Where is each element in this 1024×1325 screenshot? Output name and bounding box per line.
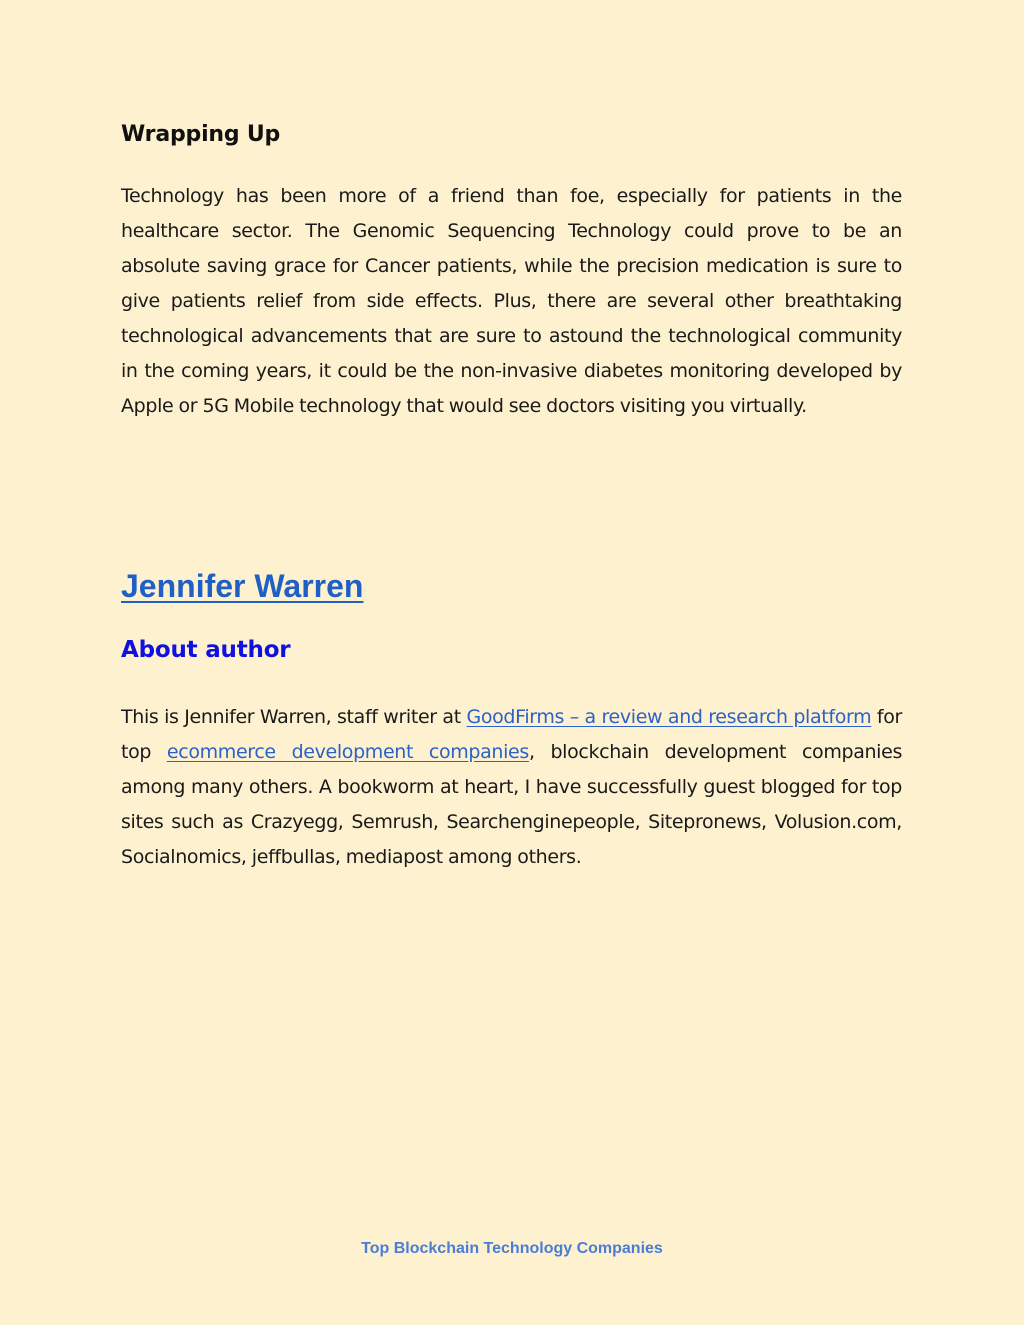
author-bio-paragraph xyxy=(121,700,902,875)
bio-rest-text: , blockchain development companies among many others. A bookworm at heart, I have successfully guest blogged for top sites such as Crazyegg, Semrush, Searchenginepeople, Sitepronews, Volusion.com, Socialnomics, jeffbullas, mediapost among others. xyxy=(121,741,903,868)
footer-text: Top Blockchain Technology Companies xyxy=(361,1240,663,1257)
author-name-link[interactable]: Jennifer Warren xyxy=(121,568,364,604)
about-author-heading: About author xyxy=(121,637,291,663)
goodfirms-link[interactable]: GoodFirms – a review and research platform xyxy=(466,706,872,728)
wrapping-up-paragraph: Technology has been more of a friend than foe, especially for patients in the healthcare sector. The Genomic Sequencing Technology could prove to be an absolute saving grace for Cancer patients, while the precision medication is sure to give patients relief from side effects. Plus, there are several other breathtaking technological advancements that are sure to astound the technological community in the coming years, it could be the non-invasive diabetes monitoring developed by Apple or 5G Mobile technology that would see doctors visiting you virtually. xyxy=(121,185,902,417)
section-heading-wrapping-up: Wrapping Up xyxy=(121,122,281,147)
ecommerce-companies-link[interactable]: ecommerce development companies xyxy=(166,741,529,763)
bio-for-top-text: for top xyxy=(121,706,903,763)
bio-intro-text: This is Jennifer Warren, staff writer at xyxy=(121,706,467,728)
